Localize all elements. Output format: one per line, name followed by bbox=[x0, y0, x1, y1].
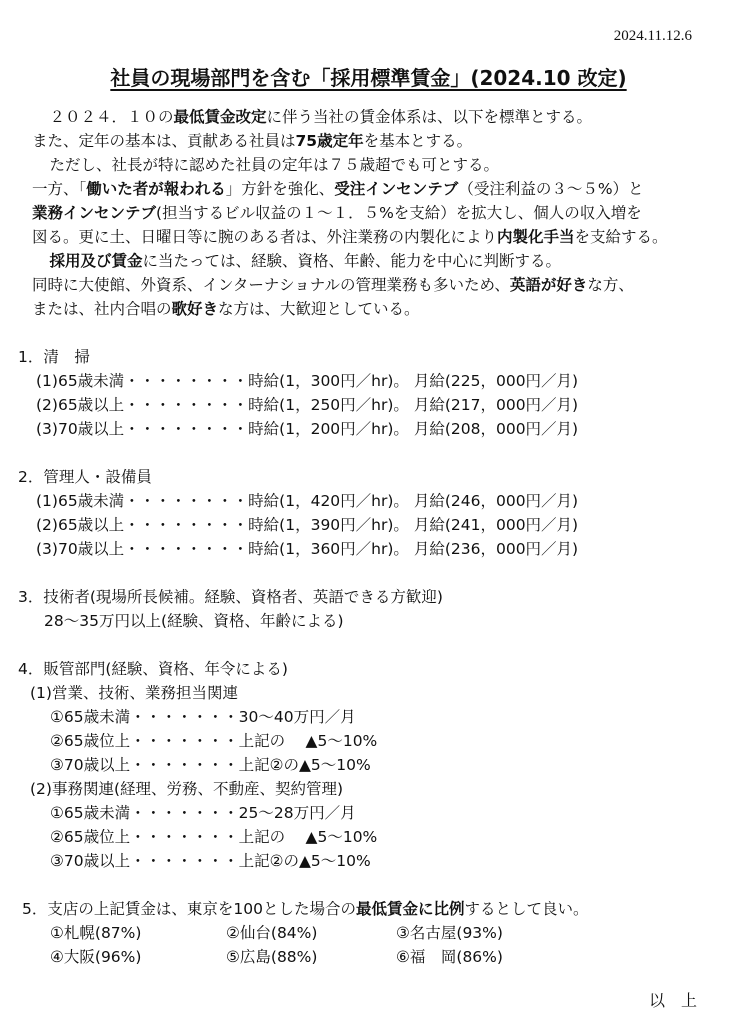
intro-line: または、社内合唱の歌好きな方は、大歓迎としている。 bbox=[32, 300, 420, 318]
wage-line: 28～35万円以上(経験、資格、年齢による) bbox=[44, 612, 344, 630]
wage-line: ①65歳未満・・・・・・・25～28万円／月 bbox=[50, 804, 356, 822]
branch-item: ⑥福 岡(86%) bbox=[396, 948, 503, 966]
intro-line: 一方、「働いた者が報われる」方針を強化、受注インセンテブ（受注利益の３～５%）と bbox=[32, 180, 644, 198]
branch-item: ③名古屋(93%) bbox=[396, 924, 503, 942]
intro-line: ただし、社長が特に認めた社員の定年は７５歳超でも可とする。 bbox=[34, 156, 500, 174]
wage-line: (3)70歳以上・・・・・・・・時給(1，200円／hr)。 月給(208，000円／月) bbox=[36, 420, 579, 438]
document-date: 2024.11.12.6 bbox=[613, 28, 692, 44]
subsection-heading: (2)事務関連(経理、労務、不動産、契約管理) bbox=[30, 780, 344, 798]
closing-mark: 以 上 bbox=[648, 991, 697, 1010]
branch-item: ⑤広島(88%) bbox=[226, 948, 318, 966]
branch-item: ④大阪(96%) bbox=[50, 948, 142, 966]
section-heading: 4．販管部門(経験、資格、年令による) bbox=[18, 660, 288, 678]
title-text: 社員の現場部門を含む「採用標準賃金」(2024.10 改定) bbox=[110, 66, 627, 90]
branch-item: ①札幌(87%) bbox=[50, 924, 142, 942]
section-heading: 5．支店の上記賃金は、東京を100とした場合の最低賃金に比例するとして良い。 bbox=[22, 900, 589, 918]
wage-line: ②65歳位上・・・・・・・上記の ▲5～10% bbox=[50, 828, 378, 846]
wage-line: (3)70歳以上・・・・・・・・時給(1，360円／hr)。 月給(236，000円／月) bbox=[36, 540, 579, 558]
wage-line: ③70歳以上・・・・・・・上記②の▲5～10% bbox=[50, 852, 371, 870]
wage-line: ①65歳未満・・・・・・・30～40万円／月 bbox=[50, 708, 356, 726]
intro-line: ２０２４．１０の最低賃金改定に伴う当社の賃金体系は、以下を標準とする。 bbox=[34, 108, 593, 126]
branch-row bbox=[50, 946, 503, 968]
wage-line: ②65歳位上・・・・・・・上記の ▲5～10% bbox=[50, 732, 378, 750]
branch-item: ②仙台(84%) bbox=[226, 924, 318, 942]
wage-line: (1)65歳未満・・・・・・・・時給(1，300円／hr)。 月給(225，000円／月) bbox=[36, 372, 579, 390]
wage-line: (2)65歳以上・・・・・・・・時給(1，250円／hr)。 月給(217，000円／月) bbox=[36, 396, 579, 414]
document-title bbox=[0, 64, 737, 92]
section-heading: 3．技術者(現場所長候補。経験、資格者、英語できる方歓迎) bbox=[18, 588, 443, 606]
branch-row bbox=[50, 922, 503, 944]
subsection-heading: (1)営業、技術、業務担当関連 bbox=[30, 684, 238, 702]
wage-line: (2)65歳以上・・・・・・・・時給(1，390円／hr)。 月給(241，000円／月) bbox=[36, 516, 579, 534]
intro-line: また、定年の基本は、貢献ある社員は75歳定年を基本とする。 bbox=[32, 132, 473, 150]
intro-line: 業務インセンテブ(担当するビル収益の１～１．５%を支給）を拡大し、個人の収入増を bbox=[32, 204, 642, 222]
section-heading: 1．清 掃 bbox=[18, 348, 90, 366]
intro-line: 採用及び賃金に当たっては、経験、資格、年齢、能力を中心に判断する。 bbox=[49, 252, 562, 270]
section-heading: 2．管理人・設備員 bbox=[18, 468, 152, 486]
wage-line: (1)65歳未満・・・・・・・・時給(1，420円／hr)。 月給(246，000円／月) bbox=[36, 492, 579, 510]
intro-line: 同時に大使館、外資系、インターナショナルの管理業務も多いため、英語が好きな方、 bbox=[32, 276, 634, 294]
intro-line: 図る。更に土、日曜日等に腕のある者は、外注業務の内製化により内製化手当を支給する。 bbox=[32, 228, 668, 246]
wage-line: ③70歳以上・・・・・・・上記②の▲5～10% bbox=[50, 756, 371, 774]
